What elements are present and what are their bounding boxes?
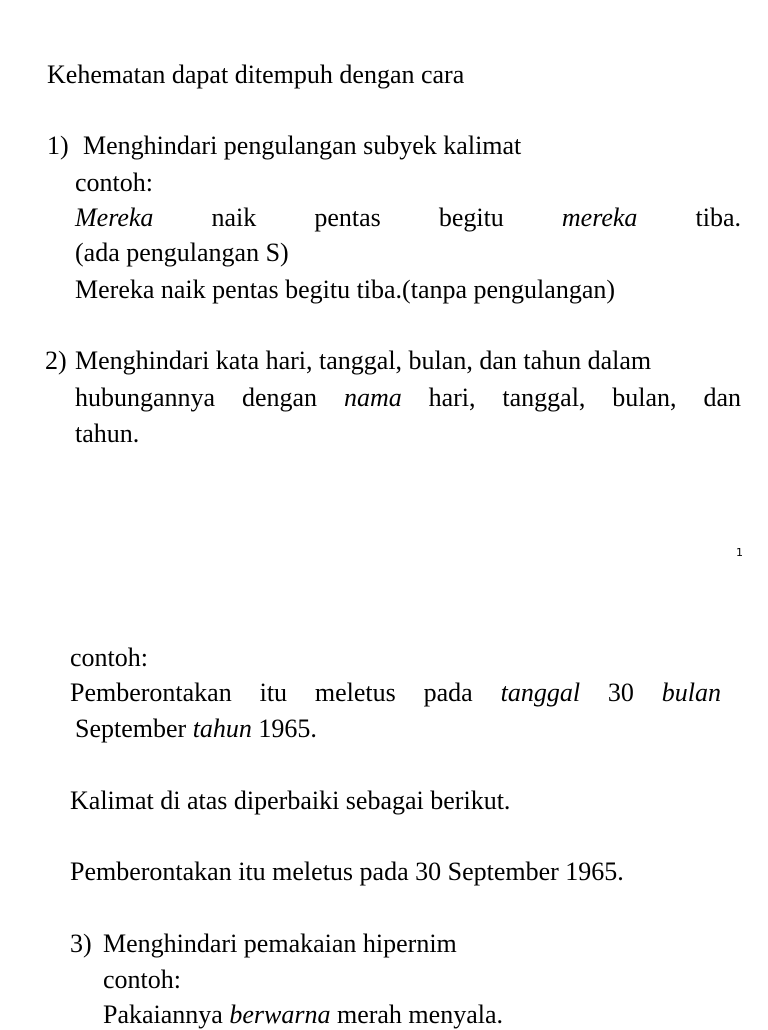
example-word: Pemberontakan xyxy=(70,678,232,707)
example-word: mereka xyxy=(561,203,638,232)
example-text: merah menyala. xyxy=(330,1000,503,1029)
example-word: tiba. xyxy=(695,203,741,232)
item1-example-with-repetition xyxy=(75,203,741,233)
item3-contoh-label: contoh: xyxy=(103,965,181,994)
fix-intro: Kalimat di atas diperbaiki sebagai berikut. xyxy=(70,786,511,815)
item2-line1: Menghindari kata hari, tanggal, bulan, dan tahun dalam xyxy=(75,346,652,375)
example-word: begitu xyxy=(438,203,504,232)
page-heading: Kehematan dapat ditempuh dengan cara xyxy=(47,60,465,89)
example-word: bulan xyxy=(661,678,721,707)
item2-number: 2) xyxy=(45,346,67,375)
page-number: 1 xyxy=(736,546,743,559)
example-text: Pakaiannya xyxy=(103,1000,230,1029)
item2-word: hari, xyxy=(428,383,476,412)
item2-word: nama xyxy=(343,383,402,412)
item2-word: bulan, xyxy=(612,383,677,412)
example-text: September xyxy=(75,714,193,743)
item3-number: 3) xyxy=(70,929,92,958)
page2-example-line2 xyxy=(75,714,317,744)
fixed-sentence: Pemberontakan itu meletus pada 30 September 1965. xyxy=(70,857,624,886)
example-word: naik xyxy=(211,203,257,232)
example-word: meletus xyxy=(314,678,396,707)
example-word: tanggal xyxy=(500,678,581,707)
item1-number: 1) xyxy=(47,131,69,160)
item2-line3: tahun. xyxy=(75,419,140,448)
example-word: Mereka xyxy=(75,203,154,232)
example-word: pentas xyxy=(314,203,381,232)
item2-word: dengan xyxy=(241,383,318,412)
item2-word: dan xyxy=(703,383,741,412)
item2-word: tanggal, xyxy=(502,383,586,412)
item3-example xyxy=(103,1000,503,1030)
item1-example-without-repetition: Mereka naik pentas begitu tiba.(tanpa pengulangan) xyxy=(75,275,616,304)
item3-title: Menghindari pemakaian hipernim xyxy=(103,929,457,958)
item1-title: Menghindari pengulangan subyek kalimat xyxy=(83,131,522,160)
item1-example-note: (ada pengulangan S) xyxy=(75,238,289,267)
example-text: 1965. xyxy=(251,714,317,743)
example-text-italic: berwarna xyxy=(229,1000,331,1029)
page2-contoh-label: contoh: xyxy=(70,643,148,672)
item1-contoh-label: contoh: xyxy=(75,168,153,197)
page2-example-line1 xyxy=(70,678,721,708)
item2-line2 xyxy=(75,383,741,413)
example-word: itu xyxy=(259,678,288,707)
example-text-italic: tahun xyxy=(192,714,252,743)
example-word: 30 xyxy=(607,678,634,707)
item2-word: hubungannya xyxy=(75,383,216,412)
example-word: pada xyxy=(423,678,473,707)
